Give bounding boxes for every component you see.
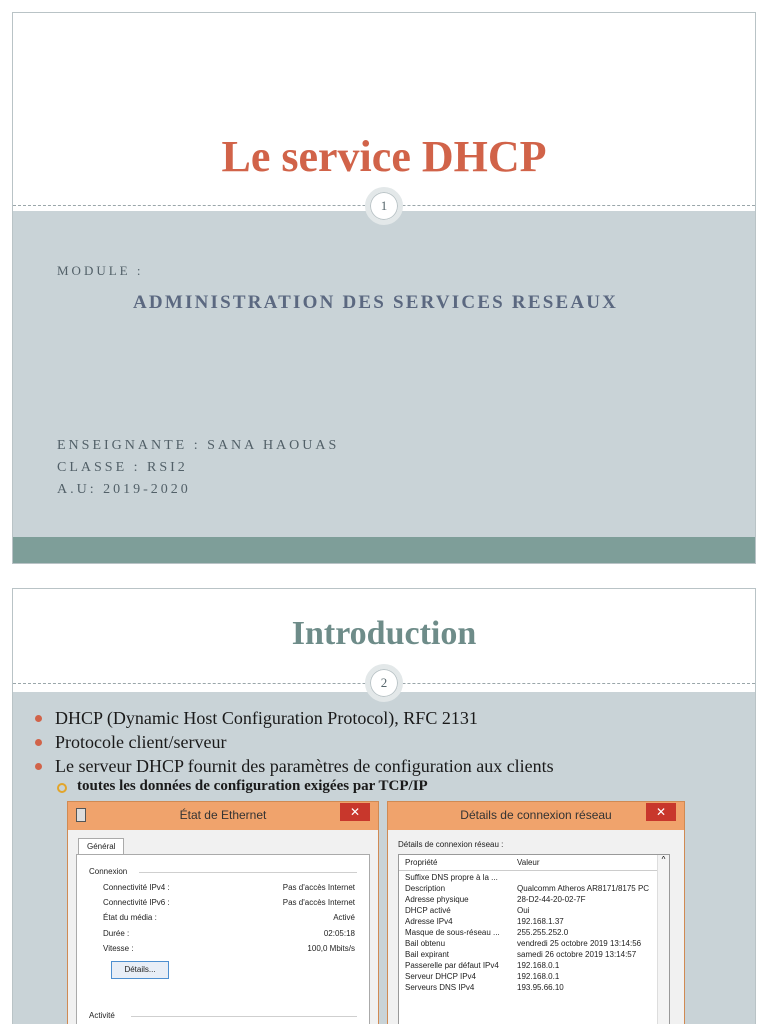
details-label: Détails de connexion réseau : (398, 840, 504, 849)
table-row: Passerelle par défaut IPv4 192.168.0.1 (405, 961, 560, 970)
slide-number: 1 (365, 187, 403, 225)
column-property[interactable]: Propriété (405, 858, 438, 867)
sub-bullet-icon (57, 783, 67, 793)
close-button[interactable]: ✕ (340, 803, 370, 821)
chevron-up-icon[interactable]: ^ (661, 855, 666, 864)
window-title: État de Ethernet (179, 808, 267, 822)
info-row: Durée : 02:05:18 (103, 929, 355, 938)
close-button[interactable]: ✕ (646, 803, 676, 821)
table-row: Serveur DHCP IPv4 192.168.0.1 (405, 972, 560, 981)
slide-number: 2 (365, 664, 403, 702)
group-connexion: Connexion (89, 867, 128, 876)
slide-title: Le service DHCP (221, 132, 547, 181)
intro-slide (12, 588, 756, 1024)
info-row: Connectivité IPv6 : Pas d'accès Internet (103, 898, 355, 907)
bullet-item: Le serveur DHCP fournit des paramètres de configuration aux clients (33, 754, 743, 778)
tab-panel (76, 854, 370, 1024)
bullet-item: DHCP (Dynamic Host Configuration Protocol), RFC 2131 (33, 706, 743, 730)
group-divider (139, 872, 357, 873)
info-row: Connectivité IPv4 : Pas d'accès Internet (103, 883, 355, 892)
table-row: Masque de sous-réseau ... 255.255.252.0 (405, 928, 569, 937)
teacher-line: ENSEIGNANTE : SANA HAOUAS (57, 438, 340, 453)
tab-general[interactable]: Général (78, 838, 124, 854)
sub-bullet: toutes les données de configuration exigées par TCP/IP (77, 778, 428, 794)
slide-title: Introduction (291, 615, 477, 652)
group-activite: Activité (89, 1011, 115, 1020)
connection-details-window (387, 801, 685, 1024)
table-row: DHCP activé Oui (405, 906, 530, 915)
table-row: Serveurs DNS IPv4 193.95.66.10 (405, 983, 564, 992)
table-row: Description Qualcomm Atheros AR8171/8175 PC (405, 884, 650, 893)
info-row: Vitesse : 100,0 Mbits/s (103, 944, 355, 953)
table-row: Bail obtenu vendredi 25 octobre 2019 13:14:56 (405, 939, 642, 948)
table-row: Adresse physique 28-D2-44-20-02-7F (405, 895, 586, 904)
info-row: État du média : Activé (103, 913, 355, 922)
title-slide (12, 12, 756, 564)
year-line: A.U: 2019-2020 (57, 482, 191, 497)
table-row: Adresse IPv4 192.168.1.37 (405, 917, 564, 926)
class-line: CLASSE : RSI2 (57, 460, 188, 475)
module-label: MODULE : (57, 263, 144, 278)
column-value[interactable]: Valeur (517, 858, 540, 867)
list-header (399, 855, 669, 871)
title-bar (388, 802, 684, 830)
table-row: Bail expirant samedi 26 octobre 2019 13:14:57 (405, 950, 637, 959)
module-name: ADMINISTRATION DES SERVICES RESEAUX (133, 292, 619, 313)
details-button[interactable]: Détails... (111, 961, 169, 979)
table-row: Suffixe DNS propre à la ... (405, 873, 498, 882)
group-divider (131, 1016, 357, 1017)
bullet-item: Protocole client/serveur (33, 730, 743, 754)
title-bar (68, 802, 378, 830)
bullet-list (33, 706, 743, 778)
window-title: Détails de connexion réseau (460, 808, 612, 822)
details-list[interactable] (398, 854, 670, 1024)
ethernet-status-window (67, 801, 379, 1024)
footer-band (13, 537, 755, 564)
